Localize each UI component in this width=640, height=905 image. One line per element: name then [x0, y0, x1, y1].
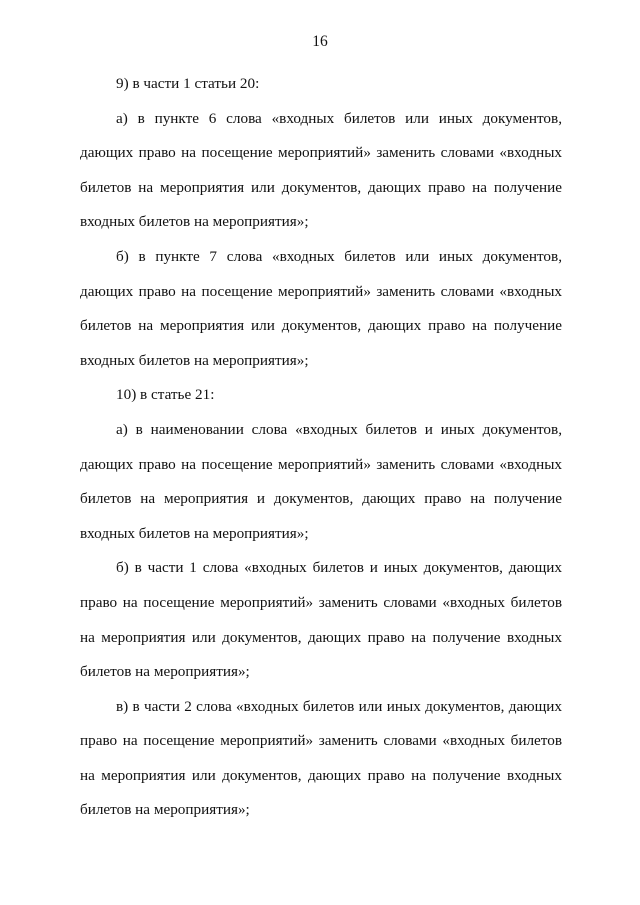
- document-body: [80, 67, 562, 828]
- subitem-paragraph: а) в наименовании слова «входных билетов и иных документов, дающих право на посещение мероприятий» заменить словами «входных билетов на мероприятия и документов, дающих право на получение входных билетов на мероприятия»;: [80, 420, 562, 542]
- subitem-paragraph: а) в пункте 6 слова «входных билетов или иных документов, дающих право на посещение мероприятий» заменить словами «входных билетов на мероприятия или документов, дающих право на получение входных билетов на мероприятия»;: [80, 109, 562, 231]
- subitem-paragraph: в) в части 2 слова «входных билетов или иных документов, дающих право на посещение мероприятий» заменить словами «входных билетов на мероприятия или документов, дающих право на получение входных билетов на мероприятия»;: [80, 697, 562, 819]
- page-number: 16: [312, 33, 328, 50]
- subitem-paragraph: б) в части 1 слова «входных билетов и иных документов, дающих право на посещение мероприятий» заменить словами «входных билетов на мероприятия или документов, дающих право на получение входных билетов на мероприятия»;: [80, 559, 562, 681]
- subitem-paragraph: б) в пункте 7 слова «входных билетов или иных документов, дающих право на посещение мероприятий» заменить словами «входных билетов на мероприятия или документов, дающих право на получение входных билетов на мероприятия»;: [80, 247, 562, 369]
- item-heading-10: 10) в статье 21:: [116, 386, 215, 404]
- item-heading-9: 9) в части 1 статьи 20:: [116, 75, 260, 92]
